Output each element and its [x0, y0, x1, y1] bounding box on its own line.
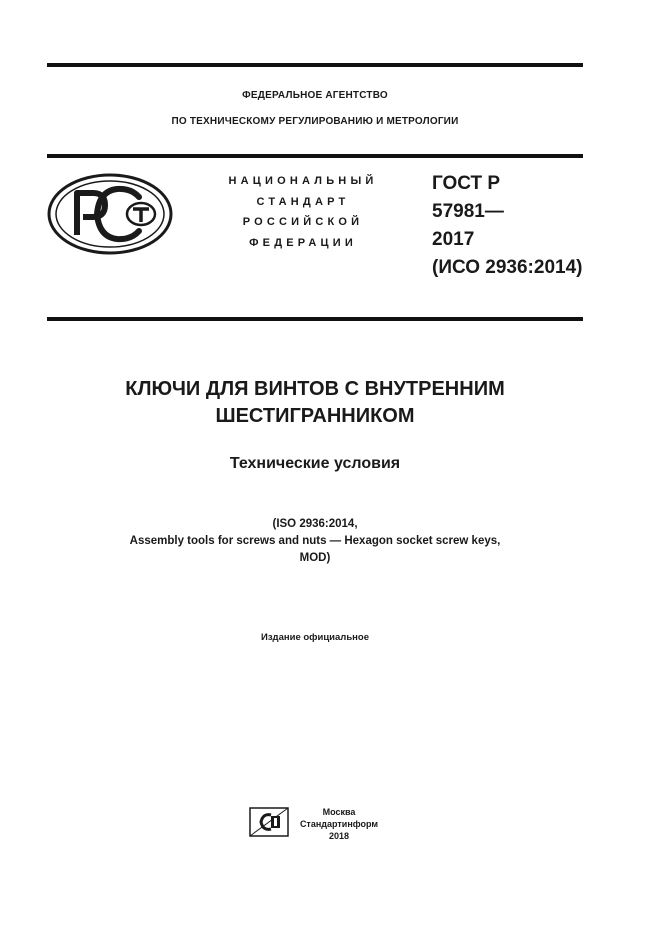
designation-line-4: (ИСО 2936:2014)	[432, 257, 583, 278]
iso-reference-line-3: MOD)	[299, 552, 331, 564]
iso-reference	[47, 516, 583, 567]
rst-certification-logo-icon	[47, 173, 173, 255]
title-line-1: КЛЮЧИ ДЛЯ ВИНТОВ С ВНУТРЕННИМ	[125, 378, 505, 400]
middle-rule	[47, 154, 583, 158]
publisher-year: 2018	[328, 831, 350, 841]
designation-line-1: ГОСТ Р	[432, 173, 501, 194]
designation-line-3: 2017	[432, 229, 475, 250]
document-subtitle: Технические условия	[229, 455, 401, 472]
national-standard-block	[205, 171, 401, 253]
edition-note: Издание официальное	[261, 632, 369, 643]
standartinform-logo-icon	[249, 807, 289, 837]
designation-line-2: 57981—	[432, 201, 504, 222]
national-standard-line-3: РОССИЙСКОЙ	[242, 216, 364, 228]
national-standard-line-4: ФЕДЕРАЦИИ	[249, 236, 357, 249]
national-standard-line-1: НАЦИОНАЛЬНЫЙ	[228, 175, 378, 187]
iso-reference-line-1: (ISO 2936:2014,	[272, 518, 358, 530]
national-standard-line-2: СТАНДАРТ	[256, 195, 350, 208]
document-title	[47, 376, 583, 430]
agency-line-1: ФЕДЕРАЛЬНОЕ АГЕНТСТВО	[242, 90, 388, 101]
bottom-rule	[47, 317, 583, 321]
title-line-2: ШЕСТИГРАННИКОМ	[215, 405, 415, 427]
standard-designation	[432, 170, 582, 282]
iso-reference-line-2: Assembly tools for screws and nuts — Hexagon socket screw keys,	[129, 535, 501, 547]
agency-line-2: ПО ТЕХНИЧЕСКОМУ РЕГУЛИРОВАНИЮ И МЕТРОЛОГИИ	[171, 116, 459, 127]
publisher-city: Москва	[322, 807, 356, 817]
publisher-block	[290, 806, 388, 842]
publisher-name: Стандартинформ	[299, 819, 379, 829]
top-rule	[47, 63, 583, 67]
